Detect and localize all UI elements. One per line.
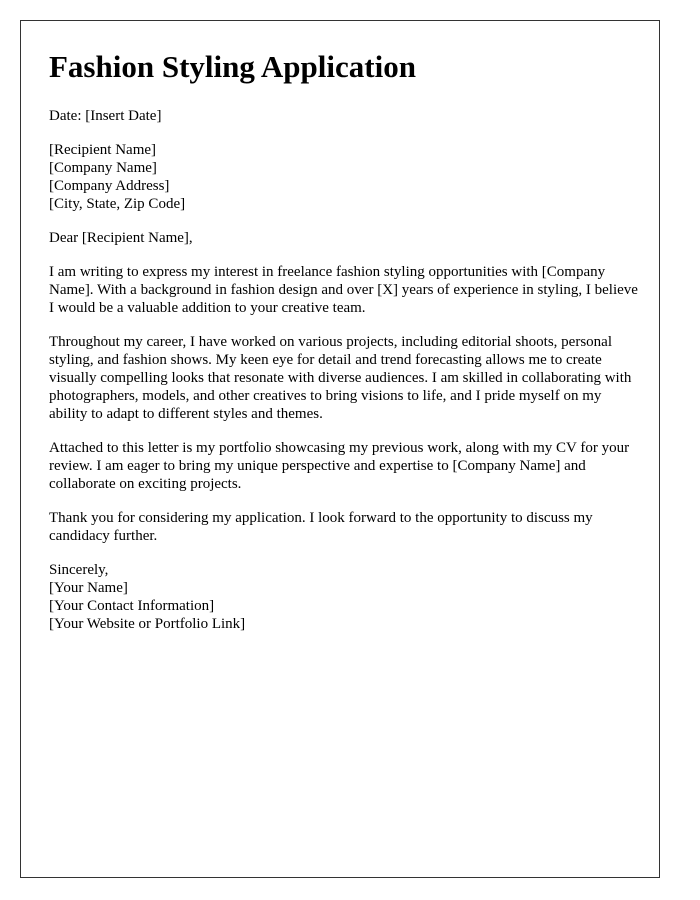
recipient-block xyxy=(49,141,639,213)
salutation: Dear [Recipient Name], xyxy=(49,230,193,246)
sign-off: Sincerely, xyxy=(49,562,109,578)
recipient-address: [Company Address] xyxy=(49,178,170,194)
sender-name: [Your Name] xyxy=(49,580,128,596)
sender-website: [Your Website or Portfolio Link] xyxy=(49,616,246,632)
body-paragraph-thanks: Thank you for considering my application. I look forward to the opportunity to discuss my candidacy further. xyxy=(49,510,593,544)
body-paragraph-portfolio: Attached to this letter is my portfolio showcasing my previous work, along with my CV for your review. I am eager to bring my unique perspective and expertise to [Company Name] and collaborate on exciting projects. xyxy=(49,440,630,492)
body-paragraph-experience: Throughout my career, I have worked on various projects, including editorial shoots, personal styling, and fashion shows. My keen eye for detail and trend forecasting allows me to create visually compelling looks that resonate with diverse audiences. I am skilled in collaborating with photographers, models, and other creatives to bring visions to life, and I pride myself on my ability to adapt to different styles and themes. xyxy=(49,334,632,422)
date-line: Date: [Insert Date] xyxy=(49,108,162,124)
recipient-name: [Recipient Name] xyxy=(49,142,157,158)
letter-title: Fashion Styling Application xyxy=(49,49,416,84)
recipient-city-state-zip: [City, State, Zip Code] xyxy=(49,196,186,212)
body-paragraph-interest: I am writing to express my interest in freelance fashion styling opportunities with [Company Name]. With a background in fashion design and over [X] years of experience in styling, I believe I would be a valuable addition to your creative team. xyxy=(49,264,638,316)
recipient-company: [Company Name] xyxy=(49,160,157,176)
letter-page xyxy=(20,20,660,878)
closing-block xyxy=(49,561,639,633)
letter-content xyxy=(49,49,639,649)
sender-contact: [Your Contact Information] xyxy=(49,598,215,614)
